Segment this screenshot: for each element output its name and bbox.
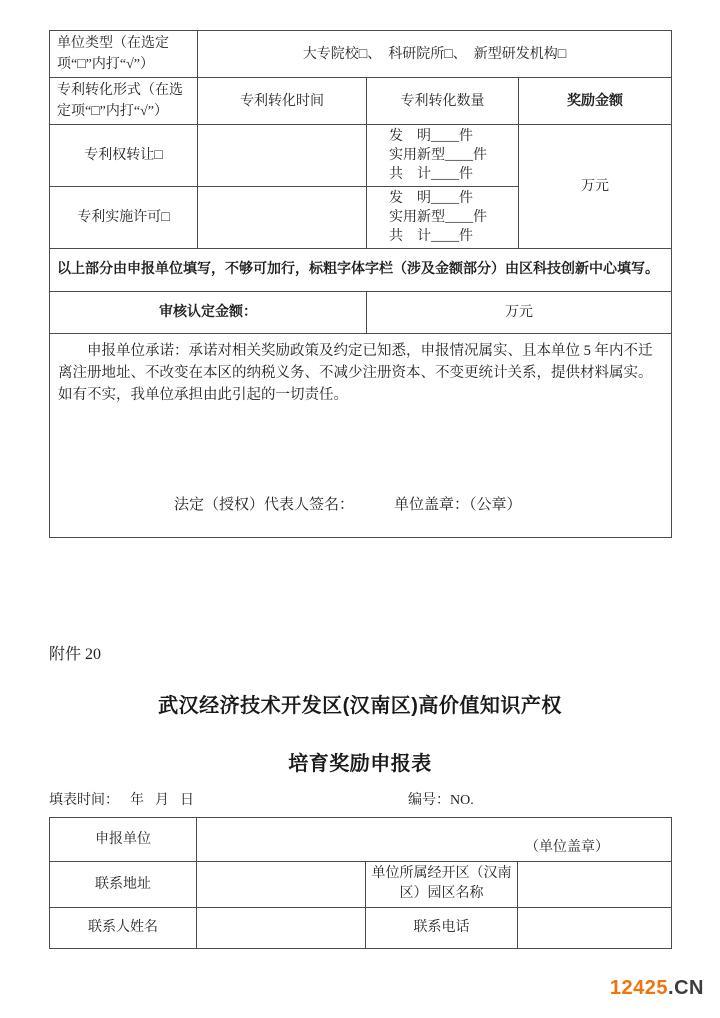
patent-license-time-cell xyxy=(198,187,367,249)
year-label: 年 xyxy=(130,793,144,808)
attachment-label: 附件 20 xyxy=(49,646,102,663)
contact-person-label: 联系人姓名 xyxy=(50,907,197,948)
patent-transfer-time-cell xyxy=(198,125,367,187)
contact-person-value-cell xyxy=(197,907,366,948)
quantity-line-utility: 实用新型____件 xyxy=(389,210,487,225)
park-name-label: 单位所属经开区（汉南区）园区名称 xyxy=(366,862,518,908)
month-label: 月 xyxy=(155,793,169,808)
quantity-line-total: 共 计____件 xyxy=(389,167,473,182)
patent-license-checkbox-label: 专利实施许可□ xyxy=(50,187,198,249)
fill-note: 以上部分由申报单位填写，不够可加行，标粗字体字栏（涉及金额部分）由区科技创新中心填写。 xyxy=(50,249,672,292)
conversion-time-header: 专利转化时间 xyxy=(198,78,367,125)
quantity-line-invention: 发 明____件 xyxy=(389,191,473,206)
award-unit-cell: 万元 xyxy=(519,125,672,249)
verified-amount-label: 审核认定金额： xyxy=(50,292,367,334)
award-table xyxy=(49,30,672,538)
unit-type-label: 单位类型（在选定项“□”内打“√”） xyxy=(50,31,198,78)
watermark-suffix: .CN xyxy=(668,977,704,999)
award-amount-header: 奖励金额 xyxy=(519,78,672,125)
info-table xyxy=(49,817,672,949)
unit-seal-hint: （单位盖章） xyxy=(525,840,610,855)
representative-signature-label: 法定（授权）代表人签名： xyxy=(174,497,355,513)
commitment-text: 申报单位承诺：承诺对相关奖励政策及约定已知悉，申报情况属实、且本单位 5 年内不迁离注册地址、不改变在本区的纳税义务、不减少注册资本、不变更统计关系，提供材料属实。如有不实，我单位承担由此引起的一切责任。 xyxy=(58,343,653,403)
conversion-quantity-header: 专利转化数量 xyxy=(367,78,519,125)
document-title-line1: 武汉经济技术开发区(汉南区)高价值知识产权 xyxy=(158,695,562,717)
unit-seal-label: 单位盖章：（公章） xyxy=(394,497,522,513)
form-header-line xyxy=(49,789,671,809)
applicant-unit-value-cell xyxy=(197,818,672,862)
patent-transfer-checkbox-label: 专利权转让□ xyxy=(50,125,198,187)
unit-type-options: 大专院校□、 科研院所□、 新型研发机构□ xyxy=(198,31,672,78)
contact-address-value-cell xyxy=(197,862,366,908)
quantity-line-utility: 实用新型____件 xyxy=(389,148,487,163)
contact-phone-value-cell xyxy=(518,907,672,948)
quantity-line-invention: 发 明____件 xyxy=(389,129,473,144)
patent-transfer-quantity-cell xyxy=(367,125,519,187)
commitment-cell xyxy=(50,334,672,538)
form-date-label: 填表时间： xyxy=(49,793,119,808)
park-name-value-cell xyxy=(518,862,672,908)
contact-phone-label: 联系电话 xyxy=(366,907,518,948)
contact-address-label: 联系地址 xyxy=(50,862,197,908)
document-title-line2: 培育奖励申报表 xyxy=(288,753,432,775)
watermark-number: 12425 xyxy=(609,977,669,999)
day-label: 日 xyxy=(180,793,194,808)
serial-number-label: 编号：NO. xyxy=(408,793,474,808)
watermark xyxy=(610,977,704,1000)
quantity-line-total: 共 计____件 xyxy=(389,229,473,244)
patent-license-quantity-cell xyxy=(367,187,519,249)
verified-amount-unit: 万元 xyxy=(367,292,672,334)
conversion-form-label: 专利转化形式（在选定项“□”内打“√”） xyxy=(50,78,198,125)
applicant-unit-label: 申报单位 xyxy=(50,818,197,862)
